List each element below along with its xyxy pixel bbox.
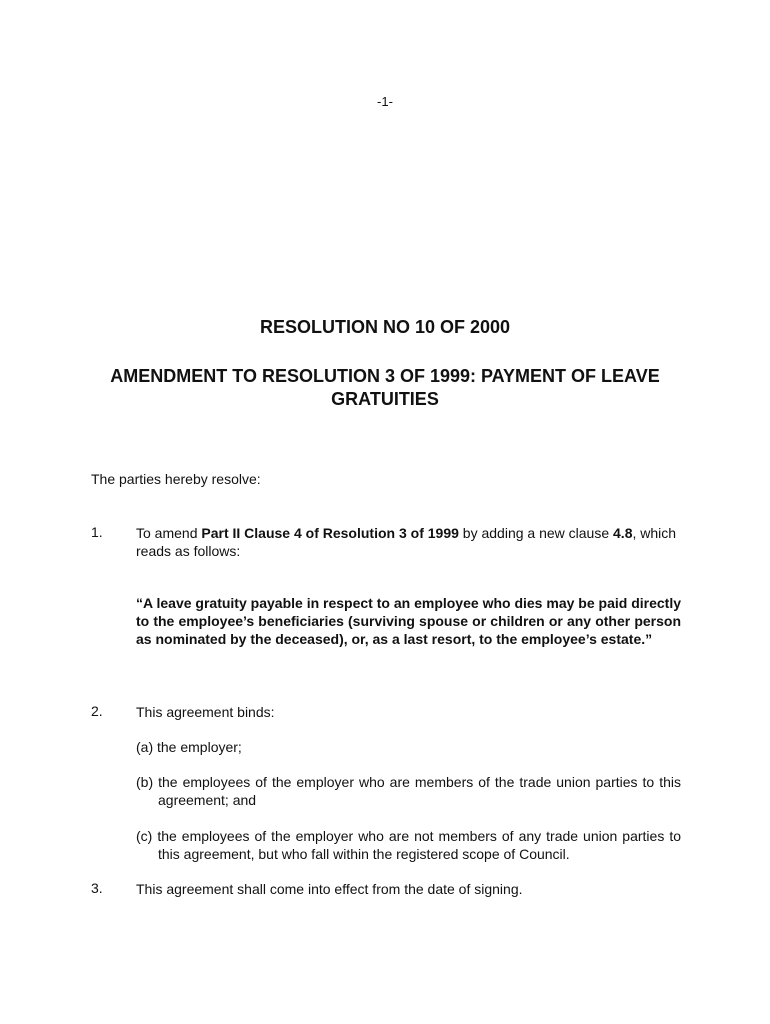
item-1-text: [136, 524, 681, 560]
item-2-number: 2.: [91, 703, 103, 719]
item-1-number: 1.: [91, 524, 103, 540]
item-1-text-middle: by adding a new clause: [458, 525, 614, 541]
item-3-number: 3.: [91, 880, 103, 896]
item-2-sub-a: (a) the employer;: [136, 739, 242, 755]
intro-text: The parties hereby resolve:: [91, 471, 261, 487]
item-1-quote: “A leave gratuity payable in respect to an employee who dies may be paid directly to the employee’s beneficiaries (surviving spouse or children or any other person as nominated by the deceased), or, as a last resort, to the employee’s estate.”: [136, 595, 681, 647]
item-2-text: This agreement binds:: [136, 704, 275, 720]
item-1-text-after: , which reads as follows:: [136, 525, 677, 559]
item-1-bold-reference: Part II Clause 4 of Resolution 3 of 1999: [201, 525, 459, 541]
item-1-text-before: To amend: [136, 525, 202, 541]
item-1-bold-clause: 4.8: [613, 525, 633, 541]
item-2-sub-b: (b) the employees of the employer who are members of the trade union parties to this agreement; and: [136, 774, 681, 808]
document-subtitle: AMENDMENT TO RESOLUTION 3 OF 1999: PAYMENT OF LEAVE GRATUITIES: [110, 366, 660, 409]
document-title: RESOLUTION NO 10 OF 2000: [259, 317, 511, 337]
page-number: -1-: [377, 94, 393, 109]
item-3-text: This agreement shall come into effect from the date of signing.: [136, 881, 523, 897]
item-2-sub-c: (c) the employees of the employer who are not members of any trade union parties to this agreement, but who fall within the registered scope of Council.: [136, 828, 681, 862]
